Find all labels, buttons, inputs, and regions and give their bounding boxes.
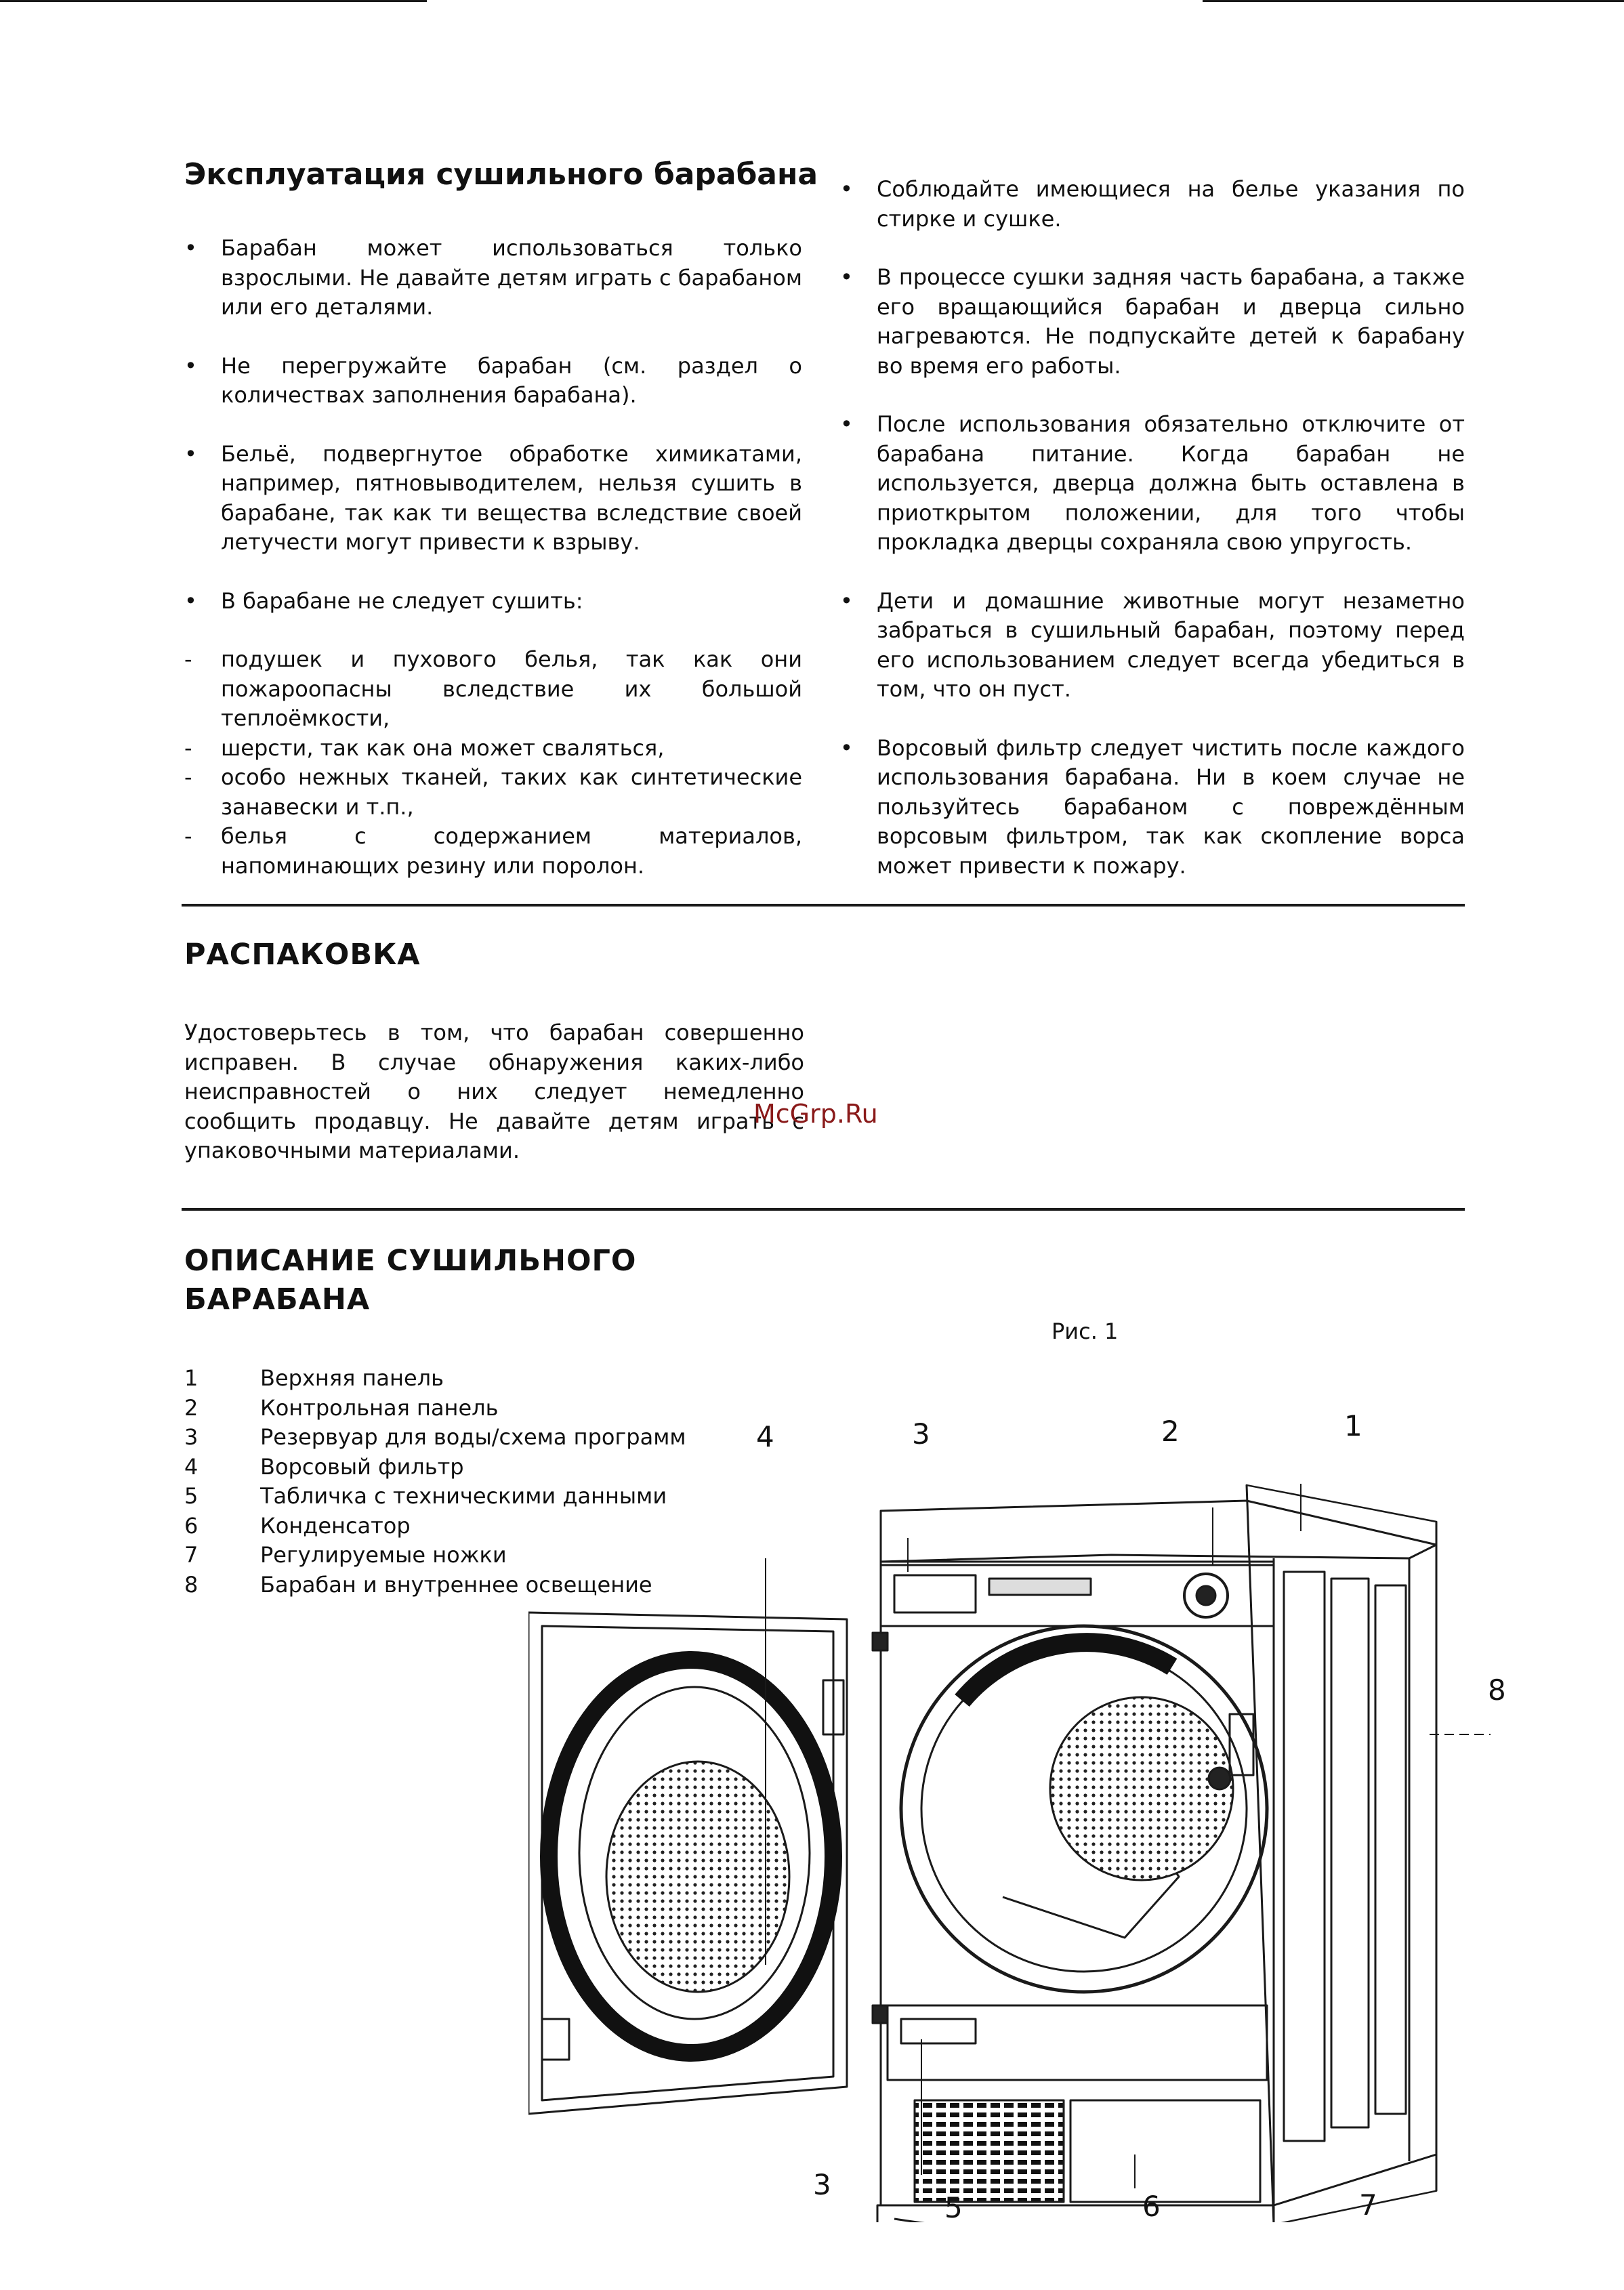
- unpacking-text: Удостоверьтесь в том, что барабан совершенно исправен. В случае обнаружения каких-либо неисправностей о них следует немедленно сообщить продавцу. Не давайте детям играть с упаковочными материалами.: [184, 1020, 804, 1163]
- spacer: [840, 558, 1465, 587]
- legend-text: Конденсатор: [260, 1512, 411, 1539]
- legend-number: 3: [184, 1424, 199, 1450]
- list-item: [840, 175, 1465, 234]
- plinth: [877, 2205, 1274, 2222]
- side-panel: [1247, 1485, 1436, 2222]
- left-column: [184, 234, 802, 881]
- bullet-marker: •: [840, 734, 853, 761]
- bullet-marker: •: [184, 440, 197, 467]
- list-item-text: Барабан может использоваться только взрослыми. Не давайте детям играть с барабаном или его деталями.: [221, 235, 803, 320]
- section-title-unpacking: РАСПАКОВКА: [184, 938, 421, 972]
- bullet-marker: •: [840, 411, 853, 437]
- callout-number: 2: [1161, 1415, 1180, 1448]
- callout-number: 3: [912, 1417, 930, 1451]
- condenser-vents: [915, 2100, 1064, 2202]
- spacer: [840, 381, 1465, 410]
- dash-item-text: подушек и пухового белья, так как они пожароопасны вследствие их большой теплоёмкости,: [221, 646, 802, 731]
- dash-item: [184, 822, 802, 881]
- top-edge-line-right: [1203, 0, 1624, 2]
- spacer: [184, 322, 802, 352]
- section-divider: [182, 904, 1465, 907]
- bullet-marker: •: [184, 352, 197, 379]
- list-item: [840, 263, 1465, 381]
- list-item: [840, 410, 1465, 558]
- callout-number: 1: [1344, 1409, 1362, 1442]
- list-item-text: Бельё, подвергнутое обработке химикатами, например, пятновыводителем, нельзя сушить в барабане, так как ти вещества вследствие своей летучести могут привести к взрыву.: [221, 440, 802, 555]
- dash-marker: -: [184, 646, 192, 672]
- spacer: [840, 705, 1465, 734]
- list-item-text: Ворсовый фильтр следует чистить после каждого использования барабана. Ни в коем случае не пользуйтесь барабаном с повреждённым ворсовым фильтром, так как скопление ворса может привести к пожару.: [877, 734, 1465, 879]
- dash-marker: -: [184, 823, 192, 849]
- callout-number: 4: [756, 1420, 774, 1453]
- legend-text: Барабан и внутреннее освещение: [260, 1571, 652, 1598]
- legend-number: 2: [184, 1394, 199, 1421]
- list-item: [840, 734, 1465, 881]
- bullet-marker: •: [184, 587, 197, 614]
- legend-text: Верхняя панель: [260, 1365, 444, 1391]
- list-item-text: Не перегружайте барабан (см. раздел о количествах заполнения барабана).: [221, 352, 802, 408]
- spacer: [184, 616, 802, 645]
- section-divider: [182, 1208, 1465, 1211]
- list-item-text: В процессе сушки задняя часть барабана, а также его вращающийся барабан и дверца сильно нагреваются. Не подпускайте детей к барабану во время его работы.: [877, 264, 1465, 379]
- callout-number: 8: [1488, 1673, 1506, 1707]
- list-item-text: Соблюдайте имеющиеся на белье указания по стирке и сушке.: [877, 176, 1465, 232]
- legend-text: Регулируемые ножки: [260, 1542, 507, 1568]
- list-item: [184, 352, 802, 411]
- section-title-line: ОПИСАНИЕ СУШИЛЬНОГО: [184, 1244, 637, 1278]
- page-number: 3: [813, 2168, 831, 2201]
- bullet-marker: •: [184, 235, 197, 261]
- list-item: [840, 587, 1465, 705]
- legend-number: 6: [184, 1512, 199, 1539]
- callout-number: 5: [944, 2191, 963, 2224]
- list-item: [184, 587, 802, 617]
- rating-plate: [901, 2019, 976, 2043]
- watermark-text: McGrp.Ru: [753, 1099, 878, 1129]
- legend-number: 1: [184, 1365, 199, 1391]
- legend-number: 4: [184, 1453, 199, 1480]
- dryer-illustration: [528, 1409, 1491, 2222]
- spacer: [184, 558, 802, 587]
- right-column: [840, 175, 1465, 881]
- drum-back: [1050, 1697, 1233, 1880]
- spacer: [184, 411, 802, 440]
- dash-item-text: особо нежных тканей, таких как синтетические занавески и т.п.,: [221, 764, 802, 820]
- dash-item: [184, 763, 802, 822]
- legend-number: 8: [184, 1571, 199, 1598]
- legend-text: Резервуар для воды/схема программ: [260, 1424, 686, 1450]
- section-title-line: БАРАБАНА: [184, 1283, 371, 1316]
- lint-filter: [606, 1762, 789, 1992]
- callout-number: 7: [1359, 2188, 1377, 2222]
- top-edge-line-left: [0, 0, 427, 2]
- dash-item-text: белья с содержанием материалов, напоминающих резину или поролон.: [221, 823, 802, 879]
- legend-number: 7: [184, 1542, 199, 1568]
- bullet-marker: •: [840, 264, 853, 290]
- list-item-text: В барабане не следует сушить:: [221, 587, 583, 614]
- dash-marker: -: [184, 764, 192, 790]
- dash-item-text: шерсти, так как она может сваляться,: [221, 734, 665, 761]
- list-item-text: Дети и домашние животные могут незаметно забраться в сушильный барабан, поэтому перед его использованием следует всегда убедиться в том, что он пуст.: [877, 587, 1465, 702]
- list-item-text: После использования обязательно отключите от барабана питание. Когда барабан не используется, дверца должна быть оставлена в приоткрытом положении, для того чтобы прокладка дверцы сохраняла свою упругость.: [877, 411, 1465, 555]
- bullet-marker: •: [840, 176, 853, 202]
- dash-item: [184, 645, 802, 734]
- top-panel: [881, 1501, 1436, 1562]
- callout-number: 6: [1142, 2190, 1161, 2223]
- section-title-description: [184, 1242, 637, 1319]
- spacer: [840, 234, 1465, 263]
- dash-marker: -: [184, 734, 192, 761]
- list-item: [184, 234, 802, 322]
- legend-text: Контрольная панель: [260, 1394, 499, 1421]
- legend-number: 5: [184, 1483, 199, 1509]
- list-item: [184, 440, 802, 558]
- legend-text: Табличка с техническими данными: [260, 1483, 667, 1509]
- dash-item: [184, 734, 802, 764]
- legend-text: Ворсовый фильтр: [260, 1453, 464, 1480]
- section-title-operation: Эксплуатация сушильного барабана: [184, 157, 818, 192]
- legend-row: [184, 1364, 767, 1394]
- bullet-marker: •: [840, 587, 853, 614]
- figure-label: Рис. 1: [1052, 1318, 1119, 1344]
